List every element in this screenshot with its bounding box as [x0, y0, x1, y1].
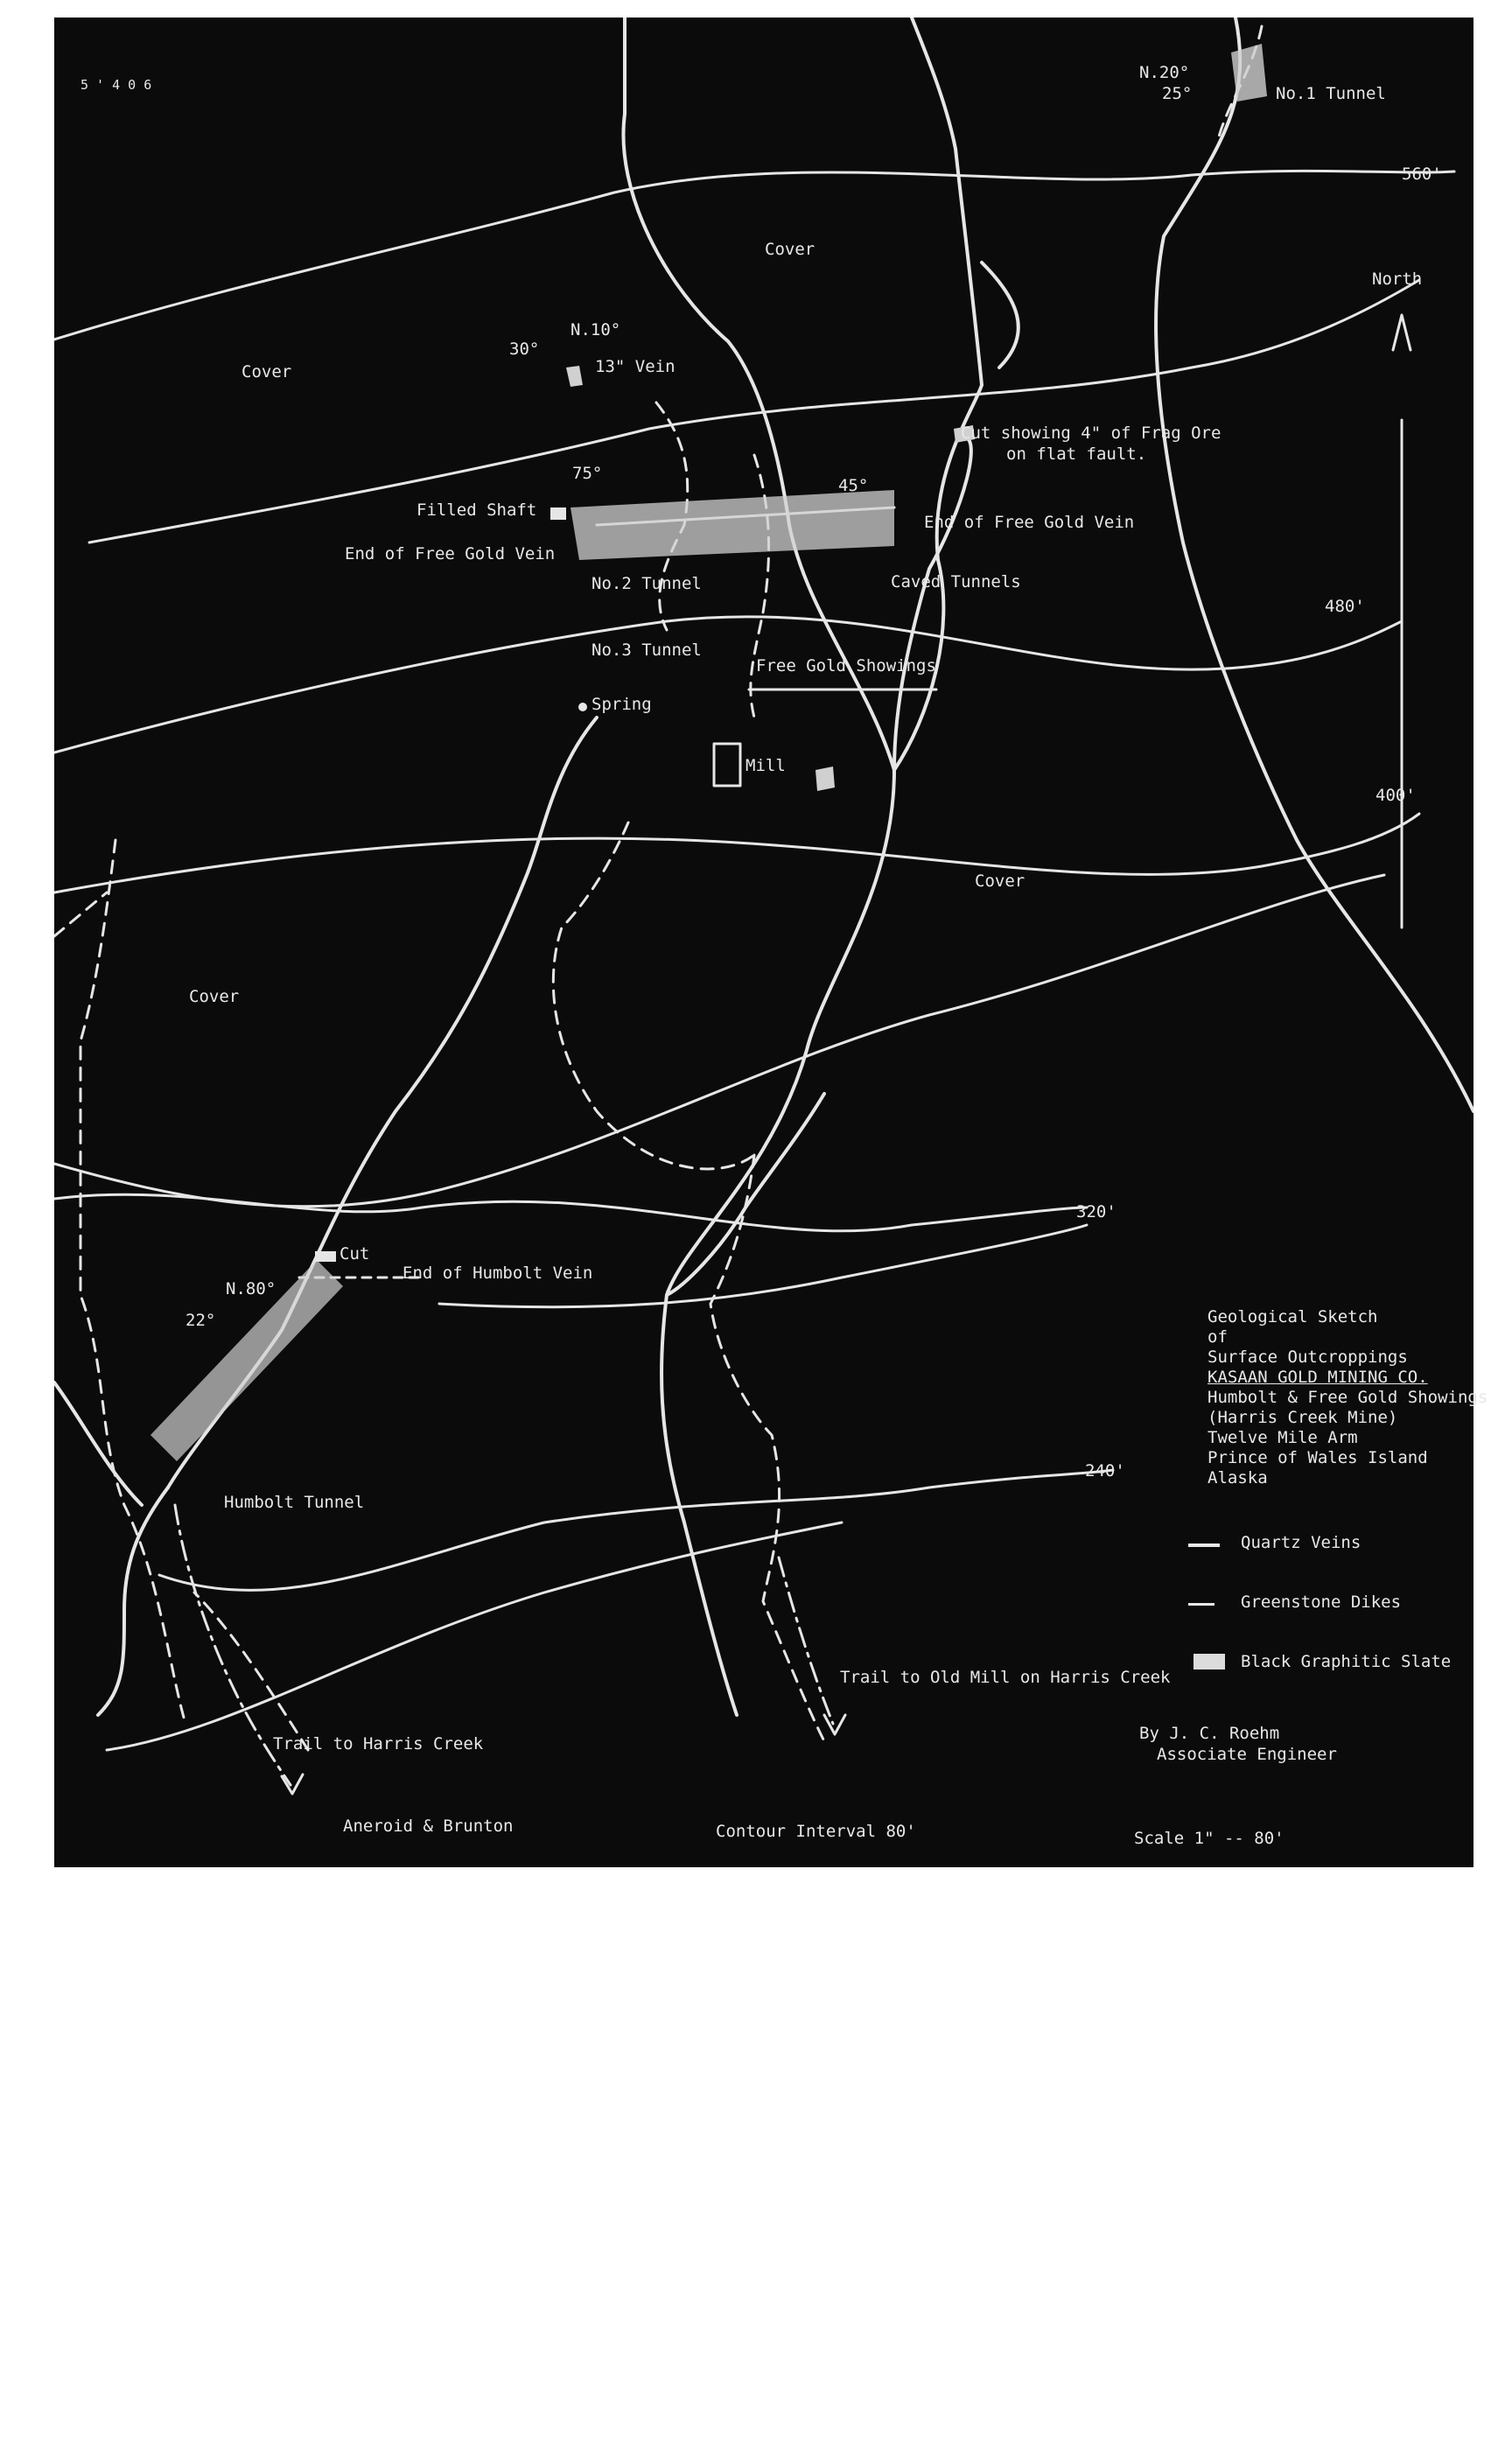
slate-13-vein — [566, 366, 583, 387]
legend-slate-swatch — [1194, 1654, 1225, 1670]
dip-22: 22° — [186, 1311, 216, 1330]
contour-label-240: 240' — [1085, 1461, 1125, 1480]
trail-mill-arrow — [824, 1715, 845, 1734]
map-linework — [54, 18, 1474, 1867]
contour-lines — [54, 171, 1454, 1750]
no2-tunnel-label: No.2 Tunnel — [592, 574, 702, 593]
dip-30: 30° — [509, 340, 540, 359]
slate-mill — [816, 766, 835, 791]
area-label-cover-left-lower: Cover — [189, 987, 240, 1006]
dike-west — [80, 840, 186, 1724]
quartz-vein-mid — [667, 1094, 824, 1295]
contour-bottom — [107, 1522, 842, 1750]
filled-shaft-marker — [550, 508, 566, 520]
corner-mark: 5 ' 4 0 6 — [80, 77, 152, 93]
quartz-vein-cut — [982, 262, 1018, 368]
contour-480 — [54, 617, 1402, 752]
quartz-vein-far-west — [54, 1382, 142, 1505]
slate-free-gold-vein — [570, 490, 894, 560]
vein-13-label: 13" Vein — [595, 357, 676, 376]
area-label-cover-left-upper: Cover — [242, 362, 292, 382]
contour-240 — [159, 1470, 1113, 1590]
trail-harris-label: Trail to Harris Creek — [273, 1734, 484, 1754]
legend-greenstone-swatch — [1188, 1603, 1214, 1606]
contour-label-320: 320' — [1076, 1202, 1116, 1222]
legend-slate-label: Black Graphitic Slate — [1241, 1652, 1452, 1671]
cut-marker — [315, 1251, 336, 1262]
caved-tunnels-label: Caved Tunnels — [891, 572, 1021, 592]
slate-outcrops — [150, 44, 1267, 1461]
dip-25: 25° — [1162, 84, 1193, 103]
bearing-n80: N.80° — [226, 1279, 276, 1298]
legend-quartz-swatch — [1188, 1544, 1220, 1547]
dike-trail-harris — [194, 1592, 308, 1750]
contour-400 — [54, 814, 1419, 892]
contour-560 — [54, 171, 1454, 340]
mill-label: Mill — [746, 756, 786, 775]
humbolt-tunnel-label: Humbolt Tunnel — [224, 1493, 365, 1512]
quartz-vein-south — [662, 770, 894, 1715]
dip-75: 75° — [572, 464, 603, 483]
dip-45: 45° — [838, 476, 869, 495]
quartz-vein-fault — [894, 438, 971, 770]
filled-shaft-label: Filled Shaft — [416, 500, 537, 520]
quartz-vein-southwest — [98, 1488, 168, 1715]
mill-building — [714, 744, 740, 786]
spring-label: Spring — [592, 695, 652, 714]
end-free-gold-left-label: End of Free Gold Vein — [345, 544, 556, 564]
bearing-n20: N.20° — [1139, 63, 1190, 82]
contour-upper-lower — [54, 872, 1384, 1207]
map-sheet: 5 ' 4 0 6 560' 480' 400' 320' 240' North Cover Cover Cover Cover N.20° 25° No.1 Tunnel N.10° 30° 13" Vein Cut showing 4" of Frag Ore on flat fault. 75° 45° Filled Shaft End of Free Gold Vein End of Free Gold Vein No.2 Tunnel Caved Tunnels No.3 Tunnel Free Gold Showings Spring Mill Cut End of Humbolt Vein N.80° 22° Humbolt Tunnel Trail to Old Mill on Harris Creek Trail to Harris Creek Geological Sketch of Surface Outcroppings KASAAN GOLD MINING CO. Humbolt & Free Gold Showings (Harris Creek Mine) Twelve Mile Arm Prince of Wales Island Alaska Quartz Veins Greenstone Dikes Black Graphitic Slate By J. C. Roehm Associate Engineer Aneroid & Brunton Contour Interval 80' Scale 1" -- 80' — [54, 18, 1474, 1867]
slate-no1-tunnel — [1231, 44, 1267, 102]
dike-tunnels — [751, 455, 769, 718]
legend-greenstone-label: Greenstone Dikes — [1241, 1592, 1402, 1612]
north-label: North — [1372, 270, 1423, 289]
cut-label: Cut — [340, 1244, 370, 1264]
contour-label-560: 560' — [1402, 164, 1442, 184]
free-gold-showings-label: Free Gold Showings — [756, 656, 936, 676]
point-markers — [315, 508, 587, 1262]
author-line2: Associate Engineer — [1157, 1745, 1337, 1764]
dike-west-branch — [54, 892, 107, 936]
area-label-cover-middle: Cover — [975, 872, 1026, 891]
footer-interval: Contour Interval 80' — [716, 1822, 916, 1841]
cut-showing-line1: Cut showing 4" of Frag Ore — [961, 424, 1222, 443]
trail-old-mill-label: Trail to Old Mill on Harris Creek — [840, 1668, 1171, 1687]
end-free-gold-right-label: End of Free Gold Vein — [924, 513, 1135, 532]
spring-marker — [578, 703, 587, 711]
area-label-cover-top: Cover — [765, 240, 816, 259]
footer-scale: Scale 1" -- 80' — [1134, 1829, 1284, 1848]
north-arrow-head — [1393, 315, 1410, 350]
contour-label-480: 480' — [1325, 597, 1365, 616]
greenstone-dike-lines — [54, 26, 1262, 1750]
footer-method: Aneroid & Brunton — [343, 1816, 514, 1836]
cut-showing-line2: on flat fault. — [1006, 444, 1147, 464]
bearing-n10: N.10° — [570, 320, 621, 340]
no1-tunnel-label: No.1 Tunnel — [1276, 84, 1386, 103]
author-line1: By J. C. Roehm — [1139, 1724, 1280, 1743]
contour-label-400: 400' — [1376, 786, 1416, 805]
legend-quartz-label: Quartz Veins — [1241, 1533, 1362, 1552]
end-humbolt-label: End of Humbolt Vein — [402, 1264, 593, 1283]
contour-320-west — [54, 1194, 1087, 1231]
no3-tunnel-label: No.3 Tunnel — [592, 640, 702, 660]
